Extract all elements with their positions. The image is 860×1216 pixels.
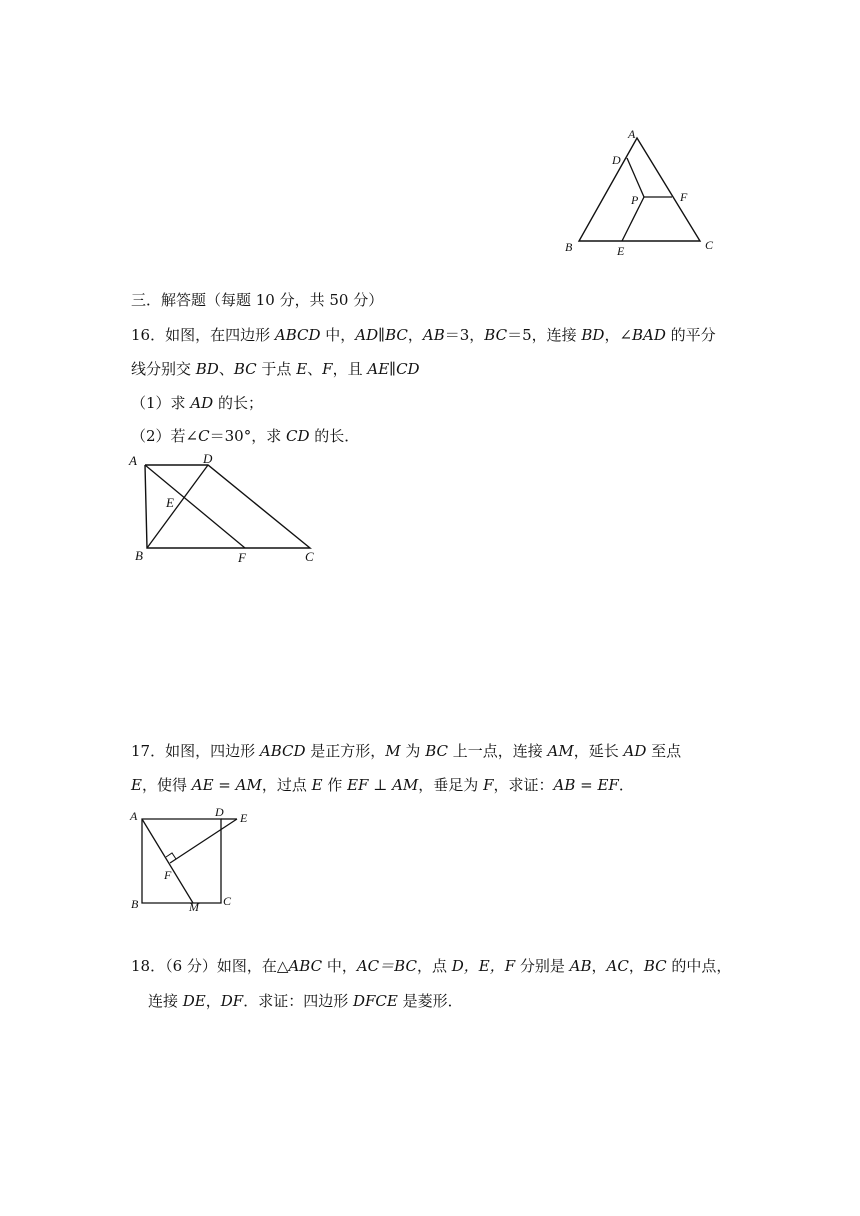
label-f: F (238, 550, 246, 565)
q17-bc: BC (425, 742, 448, 760)
q17-text: 至点 (646, 742, 682, 760)
q17-m: M (385, 742, 401, 760)
q16-text: ，且 (332, 360, 368, 378)
q18-line2 (148, 990, 463, 1012)
q18-ab: AB (569, 957, 592, 975)
label-a: A (628, 127, 636, 141)
q17-e: E (131, 776, 142, 794)
q18-text: 连接 (148, 992, 183, 1010)
q17-f: F (483, 776, 494, 794)
label-e: E (240, 811, 248, 825)
label-b: B (131, 897, 139, 911)
q18-text: 分别是 (515, 957, 570, 975)
q17-text: 上一点，连接 (447, 742, 548, 760)
q18-ac: AC (606, 957, 629, 975)
q17-text: 是正方形， (305, 742, 386, 760)
q17-text: 17．如图，四边形 (131, 742, 260, 760)
label-a: A (129, 453, 137, 468)
label-f: F (164, 868, 172, 882)
q17-line1 (131, 740, 681, 762)
triangle-figure (560, 125, 720, 260)
label-d: D (215, 805, 224, 819)
q17-ab-eq-ef: AB = EF (553, 776, 619, 794)
q16-bad: BAD (632, 326, 666, 344)
label-c: C (223, 894, 232, 908)
q16-ad-parallel-bc: AD∥BC (355, 326, 408, 344)
q18-bc: BC (643, 957, 667, 975)
q16-f: F (322, 360, 333, 378)
q17-ae-eq-am: AE = AM (191, 776, 262, 794)
q16-text: 中， (320, 326, 356, 344)
q18-text: 的中点， (666, 957, 732, 975)
q18-text: ， (205, 992, 221, 1010)
q16-text: 、 (307, 360, 323, 378)
q17-text: ，使得 (141, 776, 192, 794)
q17-text: ，延长 (573, 742, 624, 760)
q16-ad: AD (190, 394, 214, 412)
label-d: D (612, 153, 621, 167)
q16-line1 (131, 324, 716, 346)
q16-text: （1）求 (131, 394, 191, 412)
q16-e: E (296, 360, 308, 378)
label-f: F (680, 190, 688, 204)
q17-ad: AD (623, 742, 647, 760)
q18-de: DE (182, 992, 206, 1010)
q16-text: ，∠ (604, 326, 633, 344)
label-p: P (631, 193, 639, 207)
q18-def: D，E，F (451, 957, 516, 975)
q16-text: 的平分 (665, 326, 716, 344)
label-e: E (617, 244, 625, 258)
q16-ae-parallel-cd: AE∥CD (367, 360, 420, 378)
q18-text: 18．（6 分）如图，在△ (131, 957, 289, 975)
q18-abc: ABC (288, 957, 323, 975)
q16-part2 (131, 425, 359, 447)
label-c: C (705, 238, 714, 252)
label-c: C (305, 549, 314, 564)
q16-text: 于点 (256, 360, 297, 378)
q17-text: ，垂足为 (418, 776, 484, 794)
q16-bd: BD (581, 326, 605, 344)
label-b: B (565, 240, 573, 254)
q18-line1 (131, 955, 731, 977)
q17-text: ，求证： (493, 776, 554, 794)
q18-text: 中， (322, 957, 357, 975)
q16-text: 的长； (213, 394, 263, 412)
segment-am (142, 819, 193, 903)
square-abcd (142, 819, 221, 903)
q18-text: ，点 (416, 957, 452, 975)
square-figure (125, 805, 265, 915)
q18-text: 是菱形． (397, 992, 463, 1010)
q16-bc: BC (484, 326, 508, 344)
q17-text: ，过点 (261, 776, 312, 794)
segment-dp (627, 158, 644, 197)
label-e: E (166, 495, 174, 510)
q18-text: ．求证：四边形 (243, 992, 353, 1010)
q18-df: DF (220, 992, 244, 1010)
segment-ef (170, 819, 237, 863)
q16-text: ， (407, 326, 423, 344)
q18-text: ， (628, 957, 644, 975)
diagonal-bd (147, 465, 208, 548)
q16-c: C (198, 427, 210, 445)
q17-text: 作 (322, 776, 348, 794)
q17-text: 为 (400, 742, 426, 760)
q16-text: （2）若∠ (131, 427, 199, 445)
q17-ef-perp-am: EF ⊥ AM (347, 776, 419, 794)
q16-text: ＝30°，求 (209, 427, 286, 445)
label-a: A (130, 809, 138, 823)
q16-abcd: ABCD (274, 326, 321, 344)
q16-line2 (131, 358, 420, 380)
q17-text: ． (618, 776, 634, 794)
q17-e: E (311, 776, 323, 794)
label-b: B (135, 548, 143, 563)
q16-text: 、 (218, 360, 234, 378)
q16-text: 的长． (309, 427, 360, 445)
q16-bd: BD (195, 360, 219, 378)
q18-dfce: DFCE (353, 992, 398, 1010)
q16-cd: CD (285, 427, 310, 445)
q16-part1 (131, 392, 263, 414)
q16-text: 线分别交 (131, 360, 196, 378)
q16-text: ＝3， (444, 326, 485, 344)
q16-text: 16．如图，在四边形 (131, 326, 275, 344)
right-angle-mark (166, 853, 176, 859)
label-d: D (203, 451, 213, 466)
section-heading: 三．解答题（每题 10 分，共 50 分） (131, 291, 384, 309)
trapezoid-figure (125, 448, 325, 568)
q18-ac-eq-bc: AC＝BC (356, 957, 417, 975)
q17-abcd: ABCD (259, 742, 306, 760)
q18-text: ， (591, 957, 607, 975)
bisector-af (145, 465, 245, 548)
label-m: M (189, 900, 199, 914)
q17-am: AM (547, 742, 574, 760)
q17-line2 (131, 774, 634, 796)
q16-text: ＝5，连接 (507, 326, 582, 344)
q16-ab: AB (422, 326, 445, 344)
q16-bc: BC (233, 360, 257, 378)
